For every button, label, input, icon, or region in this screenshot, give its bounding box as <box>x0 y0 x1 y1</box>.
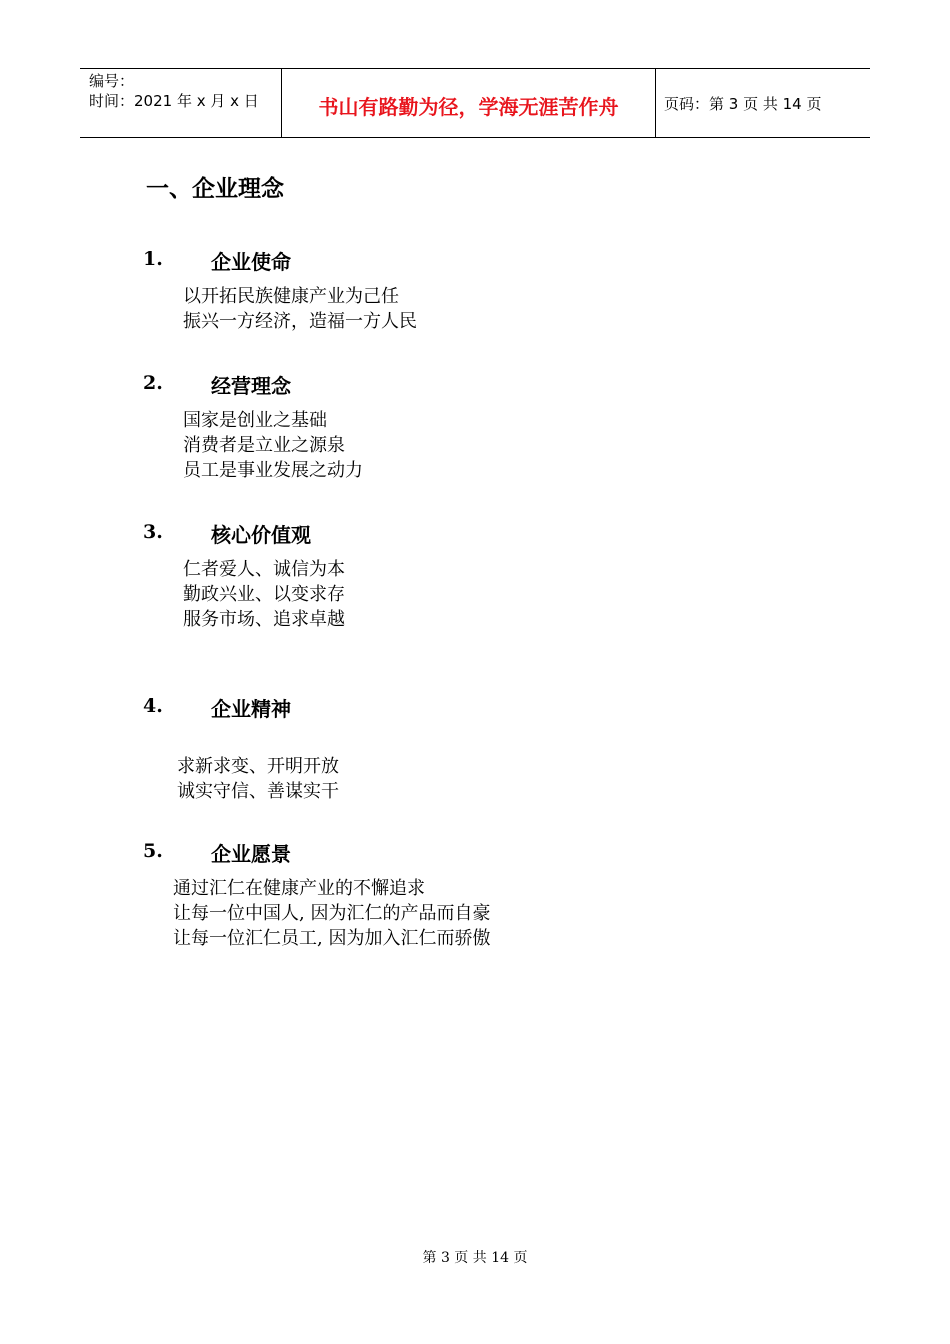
section-line: 国家是创业之基础 <box>183 410 327 431</box>
section-line: 让每一位汇仁员工, 因为加入汇仁而骄傲 <box>173 928 491 949</box>
header-meta-cell <box>80 69 281 137</box>
date-label: 时间：2021 年 x 月 x 日 <box>89 92 259 110</box>
section-line: 诚实守信、善谋实干 <box>177 781 339 802</box>
section-line: 服务市场、追求卓越 <box>183 609 345 630</box>
section-number: 5. <box>143 840 163 862</box>
serial-number-label: 编号： <box>89 72 135 90</box>
section-title: 核心价值观 <box>211 523 311 547</box>
section-line: 勤政兴业、以变求存 <box>183 584 345 605</box>
section-title: 企业愿景 <box>211 842 291 866</box>
section-number: 3. <box>143 521 163 543</box>
section-line: 以开拓民族健康产业为己任 <box>183 286 399 307</box>
section-number: 2. <box>143 372 163 394</box>
motto-text: 书山有路勤为径，学海无涯苦作舟 <box>318 95 619 119</box>
section-line: 通过汇仁在健康产业的不懈追求 <box>173 878 425 899</box>
section-title: 企业精神 <box>211 697 291 721</box>
section-line: 员工是事业发展之动力 <box>183 460 363 481</box>
section-line: 振兴一方经济，造福一方人民 <box>183 311 417 332</box>
page-title: 一、企业理念 <box>146 175 284 202</box>
section-title: 企业使命 <box>211 250 291 274</box>
section-line: 消费者是立业之源泉 <box>183 435 345 456</box>
page-footer: 第 3 页 共 14 页 <box>422 1250 528 1266</box>
section-line: 求新求变、开明开放 <box>177 756 339 777</box>
section-line: 让每一位中国人, 因为汇仁的产品而自豪 <box>173 903 491 924</box>
section-line: 仁者爱人、诚信为本 <box>183 559 345 580</box>
section-number: 4. <box>143 695 163 717</box>
header-page-cell <box>655 69 870 137</box>
section-number: 1. <box>143 248 163 270</box>
page-info: 页码：第 3 页 共 14 页 <box>664 95 822 113</box>
section-title: 经营理念 <box>211 374 291 398</box>
header-motto-cell <box>281 69 656 137</box>
document-header <box>80 68 870 138</box>
